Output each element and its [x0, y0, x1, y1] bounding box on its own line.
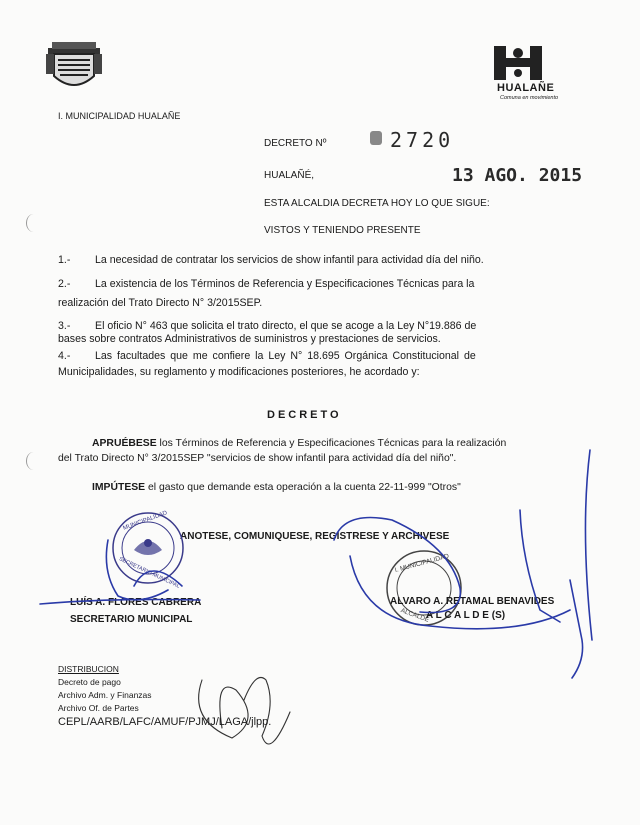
apruebese-text-continued: del Trato Directo N° 3/2015SEP "servicios de show infantil para actividad día del niño".: [58, 453, 457, 464]
decreto-heading: DECRETO: [267, 409, 342, 421]
item-text: La existencia de los Términos de Referencia y Especificaciones Técnicas para la: [95, 278, 475, 290]
item-number: 2.-: [58, 278, 71, 290]
apruebese-lead: APRUÉBESE: [92, 438, 157, 449]
stamp-text: ALCALDE: [399, 607, 430, 624]
item-text-continued: bases sobre contratos Administrativos de suministros y prestaciones de servicios.: [58, 333, 441, 345]
item-text: Las facultades que me confiere la Ley N° 18.695 Orgánica Constitucional de: [95, 350, 476, 362]
apruebese-text: los Términos de Referencia y Especificaciones Técnicas para la realización: [156, 438, 507, 449]
decree-number-label: DECRETO Nº: [264, 138, 327, 149]
stamp-text: SECRETARIO MUNICIPAL: [117, 556, 181, 590]
item-text-continued: realización del Trato Directo N° 3/2015SEP.: [58, 297, 263, 309]
secretary-title: SECRETARIO MUNICIPAL: [70, 614, 193, 625]
item-text: El oficio N° 463 que solicita el trato directo, el que se acoge a la Ley N°19.886 de: [95, 320, 477, 332]
item-number: 4.-: [58, 350, 71, 362]
distribution-line: Decreto de pago: [58, 677, 121, 687]
mayor-name: ALVARO A. RETAMAL BENAVIDES: [390, 596, 555, 607]
decree-intro: ESTA ALCALDIA DECRETA HOY LO QUE SIGUE:: [264, 198, 490, 209]
secretary-name: LUÍS A. FLORES CABRERA: [70, 597, 202, 608]
item-text: La necesidad de contratar los servicios de show infantil para actividad día del niño.: [95, 254, 484, 266]
distribution-title: DISTRIBUCION: [58, 664, 119, 674]
distribution-line: Archivo Adm. y Finanzas: [58, 690, 152, 700]
municipality-name: I. MUNICIPALIDAD HUALAÑE: [58, 111, 181, 121]
logo-tagline: Comuna en movimiento: [500, 95, 559, 101]
item-number: 3.-: [58, 320, 71, 332]
stamp-text: I. MUNICIPALIDAD: [394, 552, 450, 575]
item-number: 1.-: [58, 254, 71, 266]
distribution-initials: CEPL/AARB/LAFC/AMUF/PJMJ/LAGA/jlpp.: [58, 716, 272, 728]
mayor-title: A L C A L D E (S): [426, 610, 506, 621]
imputese-lead: IMPÚTESE: [92, 482, 146, 493]
decree-place: HUALAÑÉ,: [264, 170, 315, 181]
item-text-continued: Municipalidades, su reglamento y modificaciones posteriores, he acordado y:: [58, 366, 420, 378]
logo-text: HUALAÑE: [497, 82, 555, 94]
decree-date: 13 AGO. 2015: [452, 165, 583, 186]
stamp-text: MUNICIPALIDAD: [122, 510, 169, 532]
imputese-text: el gasto que demande esta operación a la cuenta 22-11-999 "Otros": [145, 482, 461, 493]
vistos-heading: VISTOS Y TENIENDO PRESENTE: [264, 225, 421, 236]
decree-number: 2720: [390, 128, 455, 152]
distribution-line: Archivo Of. de Partes: [58, 703, 139, 713]
closing-formula: ANOTESE, COMUNIQUESE, REGISTRESE Y ARCHIVESE: [180, 531, 450, 542]
